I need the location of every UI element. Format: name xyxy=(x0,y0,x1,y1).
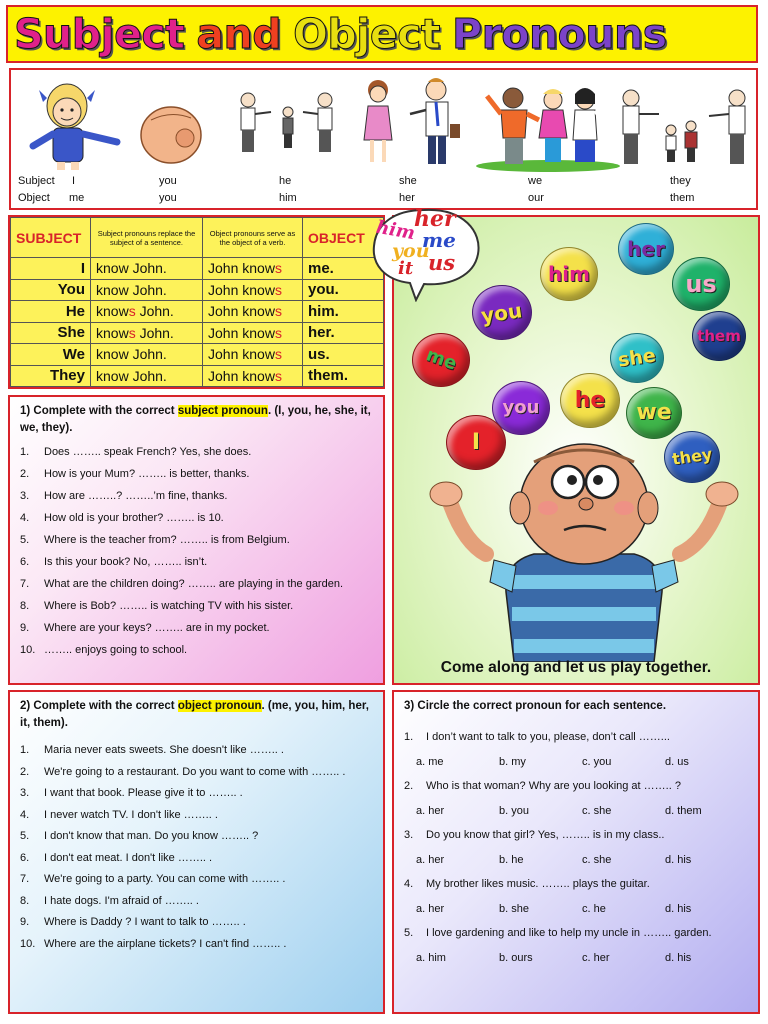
option-c[interactable]: c. she xyxy=(582,853,612,866)
item-number: 6. xyxy=(20,851,30,864)
option-a[interactable]: a. her xyxy=(416,804,445,817)
verb-know: know xyxy=(96,260,129,277)
object-note: Object pronouns serve as the object of a verb. xyxy=(203,218,303,258)
object-pronoun-them: them xyxy=(670,192,695,204)
exercise-2-heading xyxy=(20,698,373,732)
illustration-caption: Come along and let us play together. xyxy=(440,659,712,676)
subject-header: SUBJECT xyxy=(11,218,91,258)
pronoun-pictures-strip xyxy=(9,68,758,210)
worksheet-title xyxy=(6,5,758,63)
pronoun-ball-label: her xyxy=(627,236,665,261)
verb-s: s xyxy=(274,324,282,341)
pronoun-ball-him xyxy=(540,247,598,301)
table-subject-sentence xyxy=(91,344,203,366)
item-number: 10. xyxy=(20,937,36,950)
list-item xyxy=(20,783,373,805)
object-pronoun-him: him xyxy=(279,192,297,204)
list-item xyxy=(20,639,373,661)
item-text: How are ……..? ……..’m fine, thanks. xyxy=(44,490,228,502)
title-word-object: Object xyxy=(293,10,441,58)
verb-know: know xyxy=(96,346,129,363)
list-item xyxy=(20,934,373,956)
option-d[interactable]: d. us xyxy=(665,755,689,768)
option-b[interactable]: b. you xyxy=(499,804,529,817)
table-object-sentence xyxy=(203,301,303,323)
table-subject-cell: You xyxy=(11,279,91,301)
pronoun-ball-label: we xyxy=(636,400,672,426)
item-text: Is this your book? No, …….. isn’t. xyxy=(44,556,208,568)
list-item xyxy=(20,617,373,639)
verb-s: s xyxy=(274,281,282,298)
bubble-word-him: him xyxy=(374,216,417,245)
option-a[interactable]: a. me xyxy=(416,755,444,768)
title-word-and: and xyxy=(196,10,282,58)
option-a[interactable]: a. her xyxy=(416,853,445,866)
question-item xyxy=(404,872,748,897)
pronoun-table xyxy=(8,215,385,389)
bubble-word-you: you xyxy=(392,240,430,262)
item-number: 7. xyxy=(20,873,30,885)
table-row xyxy=(11,322,384,344)
question-item xyxy=(404,921,748,946)
item-text: Who is that woman? Why are you looking at …….. ? xyxy=(426,780,681,792)
list-item xyxy=(20,762,373,784)
verb-know: know xyxy=(96,324,129,341)
list-item xyxy=(20,507,373,529)
pronoun-ball-label: he xyxy=(574,388,606,414)
item-text: How is your Mum? …….. is better, thanks. xyxy=(44,468,250,480)
answer-options xyxy=(404,946,748,971)
option-c[interactable]: c. she xyxy=(582,804,612,817)
list-item xyxy=(20,805,373,827)
item-text: Where are your keys? …….. are in my pocket. xyxy=(44,622,270,634)
verb-s: s xyxy=(274,367,282,384)
john-know: John know xyxy=(208,303,275,320)
table-object-cell: them. xyxy=(303,365,384,387)
item-text: I hate dogs. I'm afraid of …….. . xyxy=(44,894,199,907)
option-b[interactable]: b. my xyxy=(499,755,526,768)
table-row xyxy=(11,365,384,387)
bubble-word-her: her xyxy=(414,206,456,232)
item-number: 9. xyxy=(20,916,30,928)
subject-pronoun-we: we xyxy=(528,175,543,187)
girl-pointing-self-illustration xyxy=(25,76,135,176)
exercise-2-list xyxy=(10,740,383,955)
table-subject-cell: He xyxy=(11,301,91,323)
list-item xyxy=(20,891,373,913)
exercise-1-highlight: subject pronoun xyxy=(177,405,268,417)
pronoun-ball-her xyxy=(618,223,674,275)
john-know: John know xyxy=(208,367,275,384)
pronoun-ball-we xyxy=(626,387,682,439)
item-text: I love gardening and like to help my uncle in …….. garden. xyxy=(426,927,712,939)
man-pointing-at-woman-illustration xyxy=(356,76,466,172)
table-subject-sentence xyxy=(91,258,203,280)
item-text: Where are the airplane tickets? I can't find …….. . xyxy=(44,937,287,950)
list-item xyxy=(20,551,373,573)
pronoun-table-grid xyxy=(10,217,384,387)
item-number: 2. xyxy=(20,765,30,778)
table-object-cell: you. xyxy=(303,279,384,301)
pronoun-ball-them xyxy=(692,311,746,361)
bubble-word-it: it xyxy=(398,258,414,279)
sentence-john: John. xyxy=(135,324,174,341)
pronoun-ball-label: you xyxy=(502,397,540,419)
pronoun-ball-she xyxy=(610,333,664,383)
juggling-boy-illustration xyxy=(424,442,744,662)
item-number: 3. xyxy=(404,829,414,841)
item-text: How old is your brother? …….. is 10. xyxy=(44,512,224,524)
table-subject-cell: They xyxy=(11,365,91,387)
table-row xyxy=(11,344,384,366)
question-item xyxy=(404,774,748,799)
option-c[interactable]: c. he xyxy=(582,902,606,915)
list-item xyxy=(20,463,373,485)
list-item xyxy=(20,912,373,934)
man-pointing-at-children-illustration xyxy=(613,88,753,172)
option-d[interactable]: d. his xyxy=(665,853,692,866)
option-a[interactable]: a. him xyxy=(416,951,446,964)
list-item xyxy=(20,485,373,507)
title-word-subject: Subject xyxy=(14,10,185,58)
item-text: Where is the teacher from? …….. is from Belgium. xyxy=(44,534,290,546)
table-object-sentence xyxy=(203,344,303,366)
item-text: I don’t want to talk to you, please, don’t call ……... xyxy=(426,731,670,743)
exercise-1-heading xyxy=(20,403,373,437)
verb-s: s xyxy=(128,324,136,341)
pronoun-ball-label: us xyxy=(685,269,717,298)
list-item xyxy=(20,869,373,891)
list-item xyxy=(20,826,373,848)
verb-s: s xyxy=(274,260,282,277)
verb-know: know xyxy=(96,281,129,298)
item-number: 1. xyxy=(404,731,414,743)
answer-options xyxy=(404,897,748,922)
question-item xyxy=(404,725,748,750)
pronoun-ball-label: him xyxy=(548,261,590,286)
pronoun-ball-you xyxy=(472,285,532,340)
boys-pointing-he-illustration xyxy=(233,90,343,160)
option-b[interactable]: b. she xyxy=(499,902,529,915)
table-row xyxy=(11,279,384,301)
list-item xyxy=(20,573,373,595)
option-b[interactable]: b. ours xyxy=(499,951,533,964)
sentence-john: John. xyxy=(128,367,167,384)
table-subject-cell: She xyxy=(11,322,91,344)
john-know: John know xyxy=(208,281,275,298)
subject-pronoun-he: he xyxy=(279,175,292,187)
list-item xyxy=(20,848,373,870)
exercise-2-heading-pre: 2) Complete with the correct xyxy=(20,700,178,712)
object-header: OBJECT xyxy=(303,218,384,258)
table-subject-cell: I xyxy=(11,258,91,280)
sentence-john: John. xyxy=(128,281,167,298)
option-a[interactable]: a. her xyxy=(416,902,445,915)
item-number: 8. xyxy=(20,600,30,612)
item-number: 4. xyxy=(404,878,414,890)
item-text: Where is Bob? …….. is watching TV with his sister. xyxy=(44,600,294,612)
title-word-pronouns: Pronouns xyxy=(452,10,667,58)
john-know: John know xyxy=(208,324,275,341)
item-text: I want that book. Please give it to …….. . xyxy=(44,787,243,799)
subject-note: Subject pronouns replace the subject of a sentence. xyxy=(91,218,203,258)
table-row xyxy=(11,301,384,323)
item-number: 8. xyxy=(20,894,30,907)
table-object-sentence xyxy=(203,322,303,344)
exercise-1-heading-pre: 1) Complete with the correct xyxy=(20,405,178,417)
sentence-john: John. xyxy=(128,260,167,277)
object-pronoun-me: me xyxy=(69,192,85,204)
exercise-2-object-pronouns xyxy=(8,690,385,1014)
item-text: I don't eat meat. I don't like …….. . xyxy=(44,851,213,864)
table-object-cell: him. xyxy=(303,301,384,323)
item-number: 4. xyxy=(20,512,30,524)
table-object-sentence xyxy=(203,258,303,280)
item-text: …….. enjoys going to school. xyxy=(44,644,188,656)
subject-pronoun-she: she xyxy=(399,175,417,187)
list-item xyxy=(20,529,373,551)
exercise-3-list xyxy=(394,725,758,970)
item-number: 10. xyxy=(20,644,36,656)
john-know: John know xyxy=(208,260,275,277)
option-d[interactable]: d. his xyxy=(665,902,692,915)
table-header-row xyxy=(11,218,384,258)
sentence-john: John. xyxy=(128,346,167,363)
item-number: 6. xyxy=(20,556,30,568)
item-text: I don't know that man. Do you know …….. ? xyxy=(44,830,259,842)
item-number: 5. xyxy=(20,534,30,546)
item-text: Where is Daddy ? I want to talk to …….. . xyxy=(44,916,246,928)
exercise-2-highlight: object pronoun xyxy=(177,700,262,712)
item-number: 7. xyxy=(20,578,30,590)
verb-know: know xyxy=(96,303,129,320)
list-item xyxy=(20,740,373,762)
answer-options xyxy=(404,848,748,873)
item-number: 9. xyxy=(20,622,30,634)
pointing-finger-illustration xyxy=(131,90,211,170)
item-number: 5. xyxy=(20,830,30,842)
item-text: Do you know that girl? Yes, …….. is in my class.. xyxy=(426,829,665,841)
option-d[interactable]: d. them xyxy=(665,804,702,817)
item-number: 1. xyxy=(20,446,30,458)
table-subject-sentence xyxy=(91,301,203,323)
sentence-john: John. xyxy=(135,303,174,320)
option-d[interactable]: d. his xyxy=(665,951,692,964)
table-object-cell: her. xyxy=(303,322,384,344)
juggling-illustration-panel xyxy=(374,206,760,685)
pronoun-ball-label: they xyxy=(670,444,714,470)
item-text: We're going to a restaurant. Do you want to come with …….. . xyxy=(44,765,346,778)
answer-options xyxy=(404,799,748,824)
item-number: 5. xyxy=(404,927,414,939)
exercise-1-list xyxy=(10,441,383,661)
speech-bubble xyxy=(364,202,486,302)
item-number: 2. xyxy=(404,780,414,792)
item-text: Maria never eats sweets. She doesn't like …….. . xyxy=(44,744,284,756)
pronoun-ball-label: you xyxy=(480,297,524,328)
pronoun-ball-he xyxy=(560,373,620,428)
pronoun-ball-me xyxy=(412,333,470,387)
table-object-cell: me. xyxy=(303,258,384,280)
option-b[interactable]: b. he xyxy=(499,853,524,866)
table-subject-sentence xyxy=(91,365,203,387)
pronoun-ball-label: them xyxy=(697,326,741,345)
table-object-sentence xyxy=(203,365,303,387)
answer-options xyxy=(404,750,748,775)
table-object-cell: us. xyxy=(303,344,384,366)
option-c[interactable]: c. her xyxy=(582,951,610,964)
pronoun-ball-label: she xyxy=(616,344,658,372)
pronoun-ball-label: me xyxy=(422,344,460,375)
subject-pronoun-you: you xyxy=(159,175,177,187)
subject-row-label: Subject xyxy=(18,175,55,187)
item-text: We're going to a party. You can come with …….. . xyxy=(44,873,286,885)
three-children-we-illustration xyxy=(473,80,623,174)
exercise-3-circle-pronoun xyxy=(392,690,760,1014)
verb-s: s xyxy=(274,303,282,320)
question-item xyxy=(404,823,748,848)
item-number: 3. xyxy=(20,490,30,502)
table-subject-sentence xyxy=(91,279,203,301)
bubble-word-us: us xyxy=(428,250,456,275)
table-subject-sentence xyxy=(91,322,203,344)
verb-s: s xyxy=(274,346,282,363)
exercise-3-heading: 3) Circle the correct pronoun for each sentence. xyxy=(404,700,667,712)
item-text: My brother likes music. …….. plays the guitar. xyxy=(426,878,650,890)
object-pronoun-you: you xyxy=(159,192,177,204)
verb-s: s xyxy=(128,303,136,320)
object-row-label: Object xyxy=(18,192,50,204)
option-c[interactable]: c. you xyxy=(582,755,612,768)
item-number: 3. xyxy=(20,787,30,799)
item-text: I never watch TV. I don't like …….. . xyxy=(44,808,218,821)
exercise-2-heading-post: . (me, you, him, her, it, them). xyxy=(20,700,369,729)
exercise-1-heading-post: . (I, you, he, she, it, we, they). xyxy=(20,405,371,434)
pronoun-ball-us xyxy=(672,257,730,311)
exercise-1-subject-pronouns xyxy=(8,395,385,685)
item-number: 4. xyxy=(20,808,30,821)
item-text: What are the children doing? …….. are playing in the garden. xyxy=(44,578,344,590)
table-object-sentence xyxy=(203,279,303,301)
john-know: John know xyxy=(208,346,275,363)
object-pronoun-her: her xyxy=(399,192,415,204)
pronoun-ball-label: I xyxy=(471,430,481,456)
subject-pronoun-they: they xyxy=(670,175,691,187)
item-text: Does …….. speak French? Yes, she does. xyxy=(44,446,252,458)
table-row xyxy=(11,258,384,280)
bubble-word-me: me xyxy=(422,228,456,252)
list-item xyxy=(20,441,373,463)
item-number: 2. xyxy=(20,468,30,480)
list-item xyxy=(20,595,373,617)
object-pronoun-our: our xyxy=(528,192,544,204)
table-subject-cell: We xyxy=(11,344,91,366)
subject-pronoun-i: I xyxy=(72,175,76,187)
item-number: 1. xyxy=(20,744,30,756)
verb-know: know xyxy=(96,367,129,384)
